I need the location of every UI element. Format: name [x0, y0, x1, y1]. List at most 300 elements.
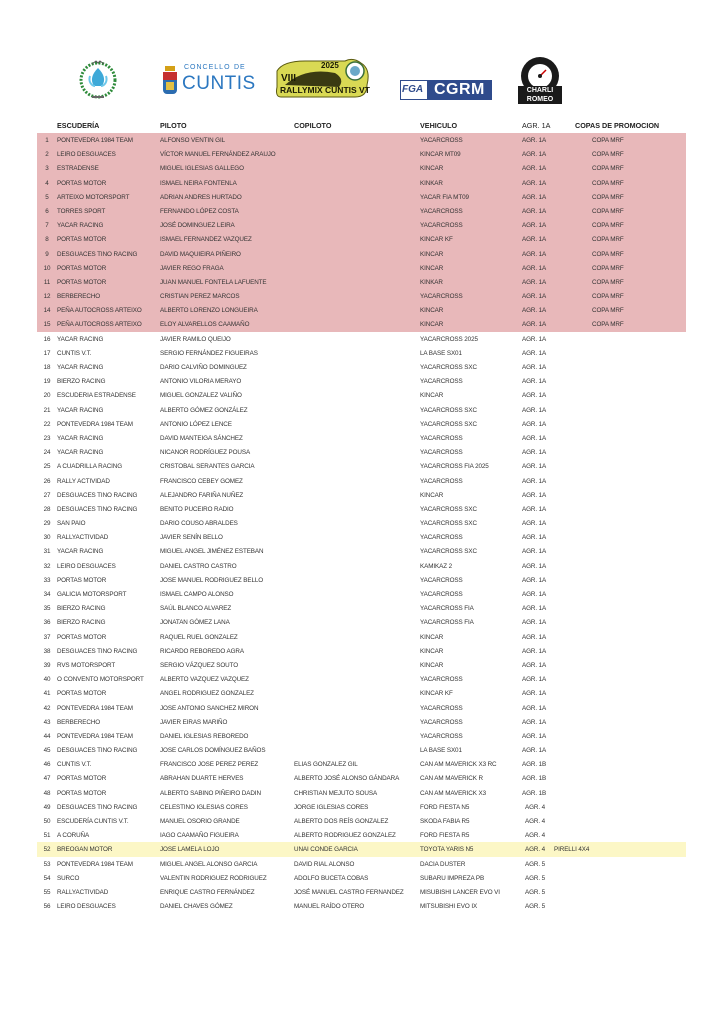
cell-agrupacion: AGR. 1A: [522, 704, 547, 712]
cell-vehiculo: KINCAR: [420, 633, 444, 641]
cell-escuderia: PORTAS MOTOR: [57, 690, 107, 698]
cell-piloto: VALENTIN RODRIGUEZ RODRIGUEZ: [160, 874, 267, 882]
table-row: [0, 204, 724, 218]
cell-escuderia: LEIRO DESGUACES: [57, 151, 116, 159]
table-row: [0, 630, 724, 644]
cell-escuderia: RALLY ACTIVIDAD: [57, 477, 110, 485]
cell-escuderia: ESTRADENSE: [57, 165, 99, 173]
cell-vehiculo: YACARCROSS: [420, 378, 463, 386]
cell-vehiculo: YACARCROSS FIA: [420, 605, 474, 613]
table-row: [0, 559, 724, 573]
table-row: [0, 828, 724, 842]
cell-vehiculo: YACARCROSS FIA: [420, 619, 474, 627]
cell-number: 34: [43, 591, 51, 598]
cell-vehiculo: CAN AM MAVERICK R: [420, 775, 483, 783]
cell-vehiculo: KINKAR: [420, 179, 443, 187]
cell-vehiculo: KINCAR: [420, 307, 444, 315]
logo-charli-romeo-text: CHARLI ROMEO: [518, 86, 562, 104]
cell-piloto: MIGUEL GONZALEZ VALIÑO: [160, 392, 242, 400]
cell-vehiculo: YACARCROSS: [420, 534, 463, 542]
cell-agrupacion: AGR. 1A: [522, 236, 547, 244]
cell-piloto: ALBERTO SABINO PIÑEIRO DADIN: [160, 789, 261, 797]
table-row: [0, 786, 724, 800]
cell-piloto: JOSE CARLOS DOMÍNGUEZ BAÑOS: [160, 747, 266, 755]
cell-copas-promocion: COPA MRF: [592, 236, 624, 244]
cell-agrupacion: AGR. 1A: [522, 392, 547, 400]
cell-vehiculo: YACARCROSS: [420, 704, 463, 712]
table-row: [0, 403, 724, 417]
cell-vehiculo: YACARCROSS: [420, 222, 463, 230]
table-row: [0, 332, 724, 346]
cell-escuderia: PORTAS MOTOR: [57, 179, 107, 187]
rallymix-cuntis-logo: [275, 57, 371, 99]
cell-copas-promocion: COPA MRF: [592, 278, 624, 286]
cell-agrupacion: AGR. 4: [525, 803, 546, 811]
cell-vehiculo: MISUBISHI LANCER EVO VI: [420, 888, 500, 896]
logo-year-text: 2025: [321, 61, 339, 70]
cell-piloto: JAVIER EIRAS MARIÑO: [160, 718, 228, 726]
cell-escuderia: ARTEIXO MOTORSPORT: [57, 193, 130, 201]
header-escuderia: ESCUDERÍA: [57, 121, 100, 130]
cell-agrupacion: AGR. 5: [525, 860, 546, 868]
table-row: [0, 133, 724, 147]
cell-copas-promocion: COPA MRF: [592, 264, 624, 272]
cell-escuderia: BIERZO RACING: [57, 619, 106, 627]
cell-piloto: CRISTIAN PEREZ MARCOS: [160, 293, 240, 301]
cell-escuderia: YACAR RACING: [57, 406, 104, 414]
table-row: [0, 303, 724, 317]
cell-vehiculo: YACARCROSS SXC: [420, 548, 477, 556]
table-row: [0, 459, 724, 473]
cell-piloto: JOSÉ DOMINGUEZ LEIRA: [160, 222, 235, 230]
logo-rallymix-text: RALLYMIX CUNTIS VT: [280, 85, 370, 95]
cell-vehiculo: KINCAR: [420, 491, 444, 499]
cell-vehiculo: SUBARU IMPREZA PB: [420, 874, 485, 882]
cell-vehiculo: YACARCROSS: [420, 207, 463, 215]
table-row: [0, 658, 724, 672]
table-row: [0, 445, 724, 459]
cell-number: 12: [43, 293, 51, 301]
cell-vehiculo: YACARCROSS: [420, 137, 463, 144]
cell-number: 9: [45, 250, 49, 258]
row-highlight: [37, 133, 686, 147]
cell-vehiculo: KINCAR: [420, 647, 444, 655]
cell-number: 28: [43, 505, 51, 513]
cell-escuderia: PONTEVEDRA 1984 TEAM: [57, 704, 133, 712]
cell-escuderia: PORTAS MOTOR: [57, 576, 107, 584]
cell-piloto: ISMAEL FERNANDEZ VAZQUEZ: [160, 236, 252, 244]
table-row: [0, 289, 724, 303]
cell-agrupacion: AGR. 1A: [522, 548, 547, 556]
cell-agrupacion: AGR. 1A: [522, 349, 547, 357]
cell-copas-promocion: PIRELLI 4X4: [554, 846, 590, 854]
cell-piloto: DARIO CALVIÑO DOMINGUEZ: [160, 364, 247, 371]
fga-cgrm-logo: [400, 80, 492, 100]
cell-piloto: ANTONIO LÓPEZ LENCE: [160, 420, 232, 428]
cell-copiloto: MANUEL RAÍDO OTERO: [294, 903, 365, 911]
cell-copas-promocion: COPA MRF: [592, 321, 624, 329]
cell-piloto: ALEJANDRO FARIÑA NUÑEZ: [160, 491, 244, 499]
cell-vehiculo: DACIA DUSTER: [420, 860, 466, 868]
cell-escuderia: YACAR RACING: [57, 222, 104, 230]
cell-escuderia: CUNTIS V.T.: [57, 761, 92, 769]
cell-number: 16: [43, 335, 51, 343]
cell-piloto: ENRIQUE CASTRO FERNÁNDEZ: [160, 888, 255, 896]
cell-copas-promocion: COPA MRF: [592, 307, 624, 315]
cell-piloto: JONATAN GÓMEZ LANA: [160, 619, 230, 627]
cell-vehiculo: YACARCROSS SXC: [420, 406, 477, 414]
header-agr: AGR. 1A: [522, 121, 551, 130]
sponsor-logos: [0, 52, 724, 112]
logo-de-text: DE: [234, 64, 246, 71]
cell-vehiculo: YACARCROSS: [420, 732, 463, 740]
table-row: [0, 715, 724, 729]
cell-agrupacion: AGR. 1A: [522, 491, 547, 499]
cell-piloto: SERGIO VÁZQUEZ SOUTO: [160, 661, 239, 669]
cell-agrupacion: AGR. 1A: [522, 619, 547, 627]
cell-piloto: CELESTINO IGLESIAS CORES: [160, 803, 248, 811]
cell-vehiculo: YACARCROSS 2025: [420, 335, 478, 343]
cell-agrupacion: AGR. 1A: [522, 661, 547, 669]
cell-vehiculo: KINKAR: [420, 278, 443, 286]
cell-vehiculo: YACARCROSS: [420, 477, 463, 485]
table-row: [0, 261, 724, 275]
cell-vehiculo: YACARCROSS: [420, 718, 463, 726]
cell-number: 21: [43, 406, 51, 414]
logo-edition-text: VIII: [281, 73, 297, 84]
cell-vehiculo: YACARCROSS: [420, 449, 463, 457]
logo-cuntis-text: CUNTIS: [182, 73, 256, 94]
cell-agrupacion: AGR. 4: [525, 832, 546, 840]
cell-piloto: DANIEL CASTRO CASTRO: [160, 562, 237, 570]
cell-piloto: RAQUEL RUEL GONZALEZ: [160, 633, 238, 641]
cell-agrupacion: AGR. 1A: [522, 378, 547, 386]
cell-escuderia: PORTAS MOTOR: [57, 264, 107, 272]
cell-number: 25: [43, 463, 51, 471]
cell-number: 53: [43, 860, 51, 868]
cell-piloto: MIGUEL IGLESIAS GALLEGO: [160, 165, 244, 173]
table-row: [0, 871, 724, 885]
cell-agrupacion: AGR. 1A: [522, 321, 547, 329]
cell-vehiculo: YACARCROSS: [420, 293, 463, 301]
header-piloto: PILOTO: [160, 121, 187, 130]
cell-vehiculo: KINCAR: [420, 392, 444, 400]
cell-escuderia: SURCO: [57, 874, 80, 882]
cell-escuderia: LEIRO DESGUACES: [57, 903, 116, 911]
cell-piloto: JOSE ANTONIO SANCHEZ MIRON: [160, 704, 259, 712]
cell-number: 38: [43, 647, 51, 655]
cell-vehiculo: SKODA FABIA R5: [420, 818, 470, 825]
cell-vehiculo: KINCAR: [420, 264, 444, 272]
table-row: [0, 431, 724, 445]
table-row: [0, 360, 724, 374]
cell-vehiculo: YACARCROSS: [420, 434, 463, 442]
cell-number: 29: [43, 520, 51, 528]
cell-number: 23: [43, 434, 51, 442]
cell-escuderia: CUNTIS V.T.: [57, 349, 92, 357]
cell-piloto: ANGEL RODRIGUEZ GONZALEZ: [160, 690, 254, 698]
cell-escuderia: PORTAS MOTOR: [57, 775, 107, 783]
coat-of-arms-icon: [162, 66, 178, 96]
table-row: [0, 601, 724, 615]
cell-number: 10: [43, 264, 51, 272]
cell-agrupacion: AGR. 1A: [522, 406, 547, 414]
cell-piloto: SERGIO FERNÁNDEZ FIGUEIRAS: [160, 349, 258, 357]
cell-vehiculo: MITSUBISHI EVO IX: [420, 903, 478, 911]
table-row: [0, 232, 724, 246]
cell-number: 8: [45, 236, 49, 244]
cell-number: 20: [43, 392, 51, 400]
cell-agrupacion: AGR. 1A: [522, 364, 547, 371]
cell-vehiculo: YACARCROSS FIA 2025: [420, 463, 489, 471]
cell-number: 47: [43, 775, 51, 783]
cell-escuderia: DESGUACES TINO RACING: [57, 491, 138, 499]
cell-escuderia: DESGUACES TINO RACING: [57, 803, 138, 811]
cell-piloto: JAVIER SENÍN BELLO: [160, 534, 223, 542]
cell-agrupacion: AGR. 1A: [522, 335, 547, 343]
cell-escuderia: YACAR RACING: [57, 335, 104, 343]
cell-agrupacion: AGR. 1A: [522, 690, 547, 698]
cell-escuderia: PONTEVEDRA 1984 TEAM: [57, 137, 133, 144]
cell-agrupacion: AGR. 1A: [522, 605, 547, 613]
cell-vehiculo: LA BASE SX01: [420, 747, 462, 755]
cell-vehiculo: KINCAR: [420, 250, 444, 258]
row-highlight: [37, 275, 686, 289]
cell-copiloto: DAVID RIAL ALONSO: [294, 860, 355, 868]
cell-agrupacion: AGR. 1A: [522, 534, 547, 542]
cell-agrupacion: AGR. 4: [525, 846, 546, 854]
cell-number: 39: [43, 661, 51, 669]
cell-agrupacion: AGR. 1A: [522, 647, 547, 655]
cell-agrupacion: AGR. 1A: [522, 732, 547, 740]
cell-agrupacion: AGR. 1B: [522, 775, 547, 783]
cell-agrupacion: AGR. 1A: [522, 179, 547, 187]
cell-vehiculo: YACARCROSS: [420, 676, 463, 684]
cell-copas-promocion: COPA MRF: [592, 165, 624, 173]
table-row: [0, 190, 724, 204]
cell-vehiculo: KINCAR: [420, 321, 444, 329]
cell-piloto: RICARDO REBOREDO AGRA: [160, 647, 244, 655]
logo-concello-text: CONCELLO: [184, 64, 231, 71]
table-row: [0, 247, 724, 261]
cell-number: 19: [43, 378, 51, 386]
cell-agrupacion: AGR. 1A: [522, 562, 547, 570]
cell-vehiculo: KINCAR KF: [420, 690, 453, 698]
table-row: [0, 672, 724, 686]
table-row: [0, 275, 724, 289]
cell-escuderia: BREOGAN MOTOR: [57, 846, 113, 854]
table-row: [0, 615, 724, 629]
cell-escuderia: DESGUACES TINO RACING: [57, 747, 138, 755]
cell-piloto: CRISTOBAL SERANTES GARCIA: [160, 463, 255, 471]
cell-piloto: JUAN MANUEL FONTELA LAFUENTE: [160, 278, 267, 286]
cell-number: 50: [43, 818, 51, 825]
table-row: [0, 587, 724, 601]
cell-copas-promocion: COPA MRF: [592, 207, 624, 215]
cell-vehiculo: KINCAR: [420, 661, 444, 669]
cell-number: 55: [43, 888, 51, 896]
cell-number: 26: [43, 477, 51, 485]
cell-agrupacion: AGR. 1A: [522, 463, 547, 471]
cell-number: 51: [43, 832, 51, 840]
cell-agrupacion: AGR. 1A: [522, 222, 547, 230]
cell-copiloto: ALBERTO RODRIGUEZ GONZALEZ: [294, 832, 396, 840]
cell-escuderia: PONTEVEDRA 1984 TEAM: [57, 860, 133, 868]
cell-vehiculo: KINCAR MT09: [420, 151, 461, 159]
cell-piloto: ALBERTO VAZQUEZ VAZQUEZ: [160, 676, 249, 684]
table-row: [0, 771, 724, 785]
table-row: [0, 842, 724, 856]
cell-escuderia: RALLYACTIVIDAD: [57, 888, 109, 896]
table-row: [0, 317, 724, 331]
cell-agrupacion: AGR. 5: [525, 903, 546, 911]
cell-piloto: JOSE LAMELA LOJO: [160, 846, 220, 854]
cell-piloto: DAVID MAQUIEIRA PIÑEIRO: [160, 250, 241, 258]
cell-vehiculo: YACARCROSS: [420, 591, 463, 598]
cell-number: 30: [43, 534, 51, 542]
cell-agrupacion: AGR. 1A: [522, 165, 547, 173]
cell-escuderia: PONTEVEDRA 1984 TEAM: [57, 732, 133, 740]
cell-agrupacion: AGR. 1A: [522, 264, 547, 272]
cell-piloto: ANTONIO VILORIA MERAYO: [160, 378, 242, 386]
cell-agrupacion: AGR. 1B: [522, 789, 547, 797]
cell-number: 41: [43, 690, 51, 698]
cell-copas-promocion: COPA MRF: [592, 137, 624, 144]
table-row: [0, 743, 724, 757]
table-row: [0, 388, 724, 402]
cell-escuderia: ESCUDERÍA CUNTIS V.T.: [57, 818, 129, 825]
row-highlight: [37, 190, 686, 204]
cell-number: 45: [43, 747, 51, 755]
cell-number: 56: [43, 903, 51, 911]
cell-copiloto: ADOLFO BUCETA COBAS: [294, 874, 369, 882]
row-highlight: [37, 204, 686, 218]
cell-escuderia: YACAR RACING: [57, 449, 104, 457]
cell-escuderia: PORTAS MOTOR: [57, 236, 107, 244]
cell-number: 40: [43, 676, 51, 684]
cell-number: 42: [43, 704, 51, 712]
cell-vehiculo: LA BASE SX01: [420, 349, 462, 357]
cell-agrupacion: AGR. 1A: [522, 307, 547, 315]
cell-copiloto: ALBERTO JOSÉ ALONSO GÁNDARA: [294, 775, 400, 783]
logo-cgrm-text: CGRM: [434, 81, 485, 98]
table-row: [0, 161, 724, 175]
row-highlight: [37, 161, 686, 175]
cell-agrupacion: AGR. 4: [525, 818, 546, 825]
table-row: [0, 857, 724, 871]
cell-piloto: MIGUEL ANGEL JIMÉNEZ ESTEBAN: [160, 548, 264, 556]
cell-agrupacion: AGR. 1A: [522, 293, 547, 301]
row-highlight: [37, 176, 686, 190]
cell-piloto: MANUEL OSORIO GRANDE: [160, 818, 240, 825]
cell-escuderia: DESGUACES TINO RACING: [57, 647, 138, 655]
cell-agrupacion: AGR. 1B: [522, 761, 547, 769]
cell-piloto: MIGUEL ANGEL ALONSO GARCIA: [160, 860, 258, 868]
cell-piloto: ALBERTO GÓMEZ GONZÁLEZ: [160, 406, 248, 414]
cell-piloto: FERNANDO LÓPEZ COSTA: [160, 207, 239, 215]
cell-agrupacion: AGR. 1A: [522, 576, 547, 584]
cell-escuderia: TORRES SPORT: [57, 207, 106, 215]
cell-agrupacion: AGR. 1A: [522, 420, 547, 428]
table-row: [0, 417, 724, 431]
table-row: [0, 176, 724, 190]
cell-agrupacion: AGR. 1A: [522, 137, 547, 144]
cell-piloto: ALFONSO VENTIN GIL: [160, 137, 226, 144]
cell-number: 18: [43, 364, 51, 371]
table-row: [0, 544, 724, 558]
cell-agrupacion: AGR. 1A: [522, 207, 547, 215]
cell-piloto: ADRIAN ANDRES HURTADO: [160, 193, 242, 201]
table-row: [0, 218, 724, 232]
cell-escuderia: LEIRO DESGUACES: [57, 562, 116, 570]
cell-piloto: BENITO PUCEIRO RADIO: [160, 505, 234, 513]
cell-number: 3: [45, 165, 49, 173]
cell-number: 22: [43, 420, 51, 428]
cell-piloto: ISMAEL CAMPO ALONSO: [160, 591, 234, 598]
cell-escuderia: PORTAS MOTOR: [57, 789, 107, 797]
cell-number: 33: [43, 576, 51, 584]
table-row: [0, 701, 724, 715]
cell-number: 27: [43, 491, 51, 499]
header-copiloto: COPILOTO: [294, 121, 332, 130]
cell-copas-promocion: COPA MRF: [592, 250, 624, 258]
table-row: [0, 474, 724, 488]
row-highlight: [37, 232, 686, 246]
cell-number: 15: [43, 321, 51, 329]
row-highlight: [37, 218, 686, 232]
table-row: [0, 147, 724, 161]
cell-number: 43: [43, 718, 51, 726]
cell-number: 44: [43, 732, 51, 740]
cell-copiloto: JOSÉ MANUEL CASTRO FERNANDEZ: [294, 888, 404, 896]
cell-agrupacion: AGR. 1A: [522, 505, 547, 513]
concello-de-cuntis-logo: [162, 64, 254, 98]
table-row: [0, 502, 724, 516]
cell-vehiculo: YACARCROSS SXC: [420, 520, 477, 528]
table-header: [0, 118, 724, 132]
cell-vehiculo: YACARCROSS SXC: [420, 505, 477, 513]
cell-agrupacion: AGR. 1A: [522, 449, 547, 457]
cell-agrupacion: AGR. 1A: [522, 477, 547, 485]
cell-escuderia: GALICIA MOTORSPORT: [57, 591, 127, 598]
cell-escuderia: PEÑA AUTOCROSS ARTEIXO: [57, 321, 142, 329]
club-crest-logo: [76, 56, 120, 102]
cell-copiloto: UNAI CONDE GARCIA: [294, 846, 358, 854]
cell-copiloto: ELIAS GONZALEZ GIL: [294, 761, 358, 769]
cell-escuderia: YACAR RACING: [57, 364, 104, 371]
cell-escuderia: SAN PAIO: [57, 520, 86, 528]
cell-vehiculo: YACARCROSS SXC: [420, 420, 477, 428]
cell-escuderia: PEÑA AUTOCROSS ARTEIXO: [57, 307, 142, 315]
cell-number: 52: [43, 846, 51, 854]
cell-vehiculo: CAN AM MAVERICK X3 RC: [420, 761, 497, 769]
cell-escuderia: PORTAS MOTOR: [57, 278, 107, 286]
logo-fga-text: FGA: [402, 84, 424, 95]
cell-agrupacion: AGR. 1A: [522, 434, 547, 442]
cell-copiloto: JORGE IGLESIAS CORES: [294, 803, 369, 811]
cell-copas-promocion: COPA MRF: [592, 222, 624, 230]
table-row: [0, 516, 724, 530]
cell-agrupacion: AGR. 1A: [522, 278, 547, 286]
cell-copiloto: ALBERTO DOS REÍS GONZALEZ: [294, 818, 389, 825]
cell-vehiculo: TOYOTA YARIS N5: [420, 846, 474, 854]
table-row: [0, 814, 724, 828]
cell-agrupacion: AGR. 1A: [522, 633, 547, 641]
table-row: [0, 885, 724, 899]
cell-piloto: VÍCTOR MANUEL FERNÁNDEZ ARAUJO: [160, 151, 276, 159]
cell-escuderia: BERBERECHO: [57, 718, 101, 726]
cell-vehiculo: KINCAR: [420, 165, 444, 173]
